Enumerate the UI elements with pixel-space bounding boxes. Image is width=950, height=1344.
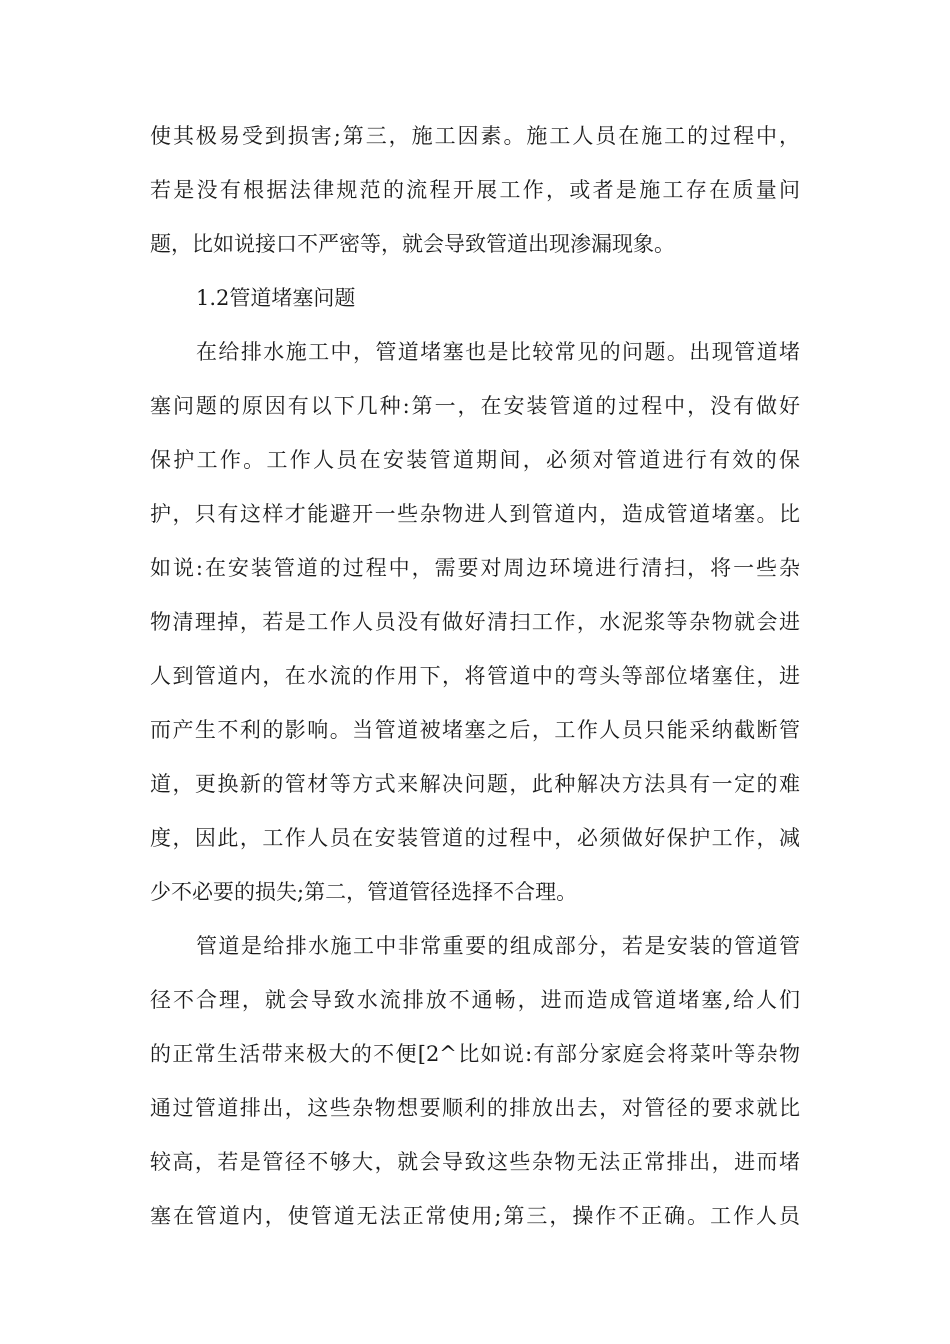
para2-line5: 如说:在安装管道的过程中，需要对周边环境进行清扫，将一些杂 xyxy=(150,556,800,580)
para2-line8: 而产生不利的影响。当管道被堵塞之后，工作人员只能采纳截断管 xyxy=(150,718,800,742)
para1-line2: 若是没有根据法律规范的流程开展工作，或者是施工存在质量问 xyxy=(150,178,800,202)
para3-line2: 径不合理，就会导致水流排放不通畅，进而造成管道堵塞,给人们 xyxy=(150,988,800,1012)
para3-line5: 较高，若是管径不够大，就会导致这些杂物无法正常排出，进而堵 xyxy=(150,1150,800,1174)
para1-line3: 题，比如说接口不严密等，就会导致管道出现渗漏现象。 xyxy=(150,232,675,256)
para2-line6: 物清理掉，若是工作人员没有做好清扫工作，水泥浆等杂物就会进 xyxy=(150,610,800,634)
para3-line6: 塞在管道内，使管道无法正常使用;第三，操作不正确。工作人员 xyxy=(150,1204,800,1228)
para2-line9: 道，更换新的管材等方式来解决问题，此种解决方法具有一定的难 xyxy=(150,772,800,796)
para3-line1: 管道是给排水施工中非常重要的组成部分，若是安装的管道管 xyxy=(196,934,800,958)
para3-line3: 的正常生活带来极大的不便[2^比如说:有部分家庭会将菜叶等杂物 xyxy=(150,1042,800,1066)
para2-line4: 护，只有这样才能避开一些杂物进人到管道内，造成管道堵塞。比 xyxy=(150,502,800,526)
para2-line11: 少不必要的损失;第二，管道管径选择不合理。 xyxy=(150,880,578,904)
para2-line1: 在给排水施工中，管道堵塞也是比较常见的问题。出现管道堵 xyxy=(196,340,800,364)
para3-line4: 通过管道排出，这些杂物想要顺利的排放出去，对管径的要求就比 xyxy=(150,1096,800,1120)
para2-line10: 度，因此，工作人员在安装管道的过程中，必须做好保护工作，减 xyxy=(150,826,800,850)
para2-line3: 保护工作。工作人员在安装管道期间，必须对管道进行有效的保 xyxy=(150,448,800,472)
section-heading: 1.2管道堵塞问题 xyxy=(196,286,356,310)
para1-line1: 使其极易受到损害;第三，施工因素。施工人员在施工的过程中， xyxy=(150,124,800,148)
para2-line2: 塞问题的原因有以下几种:第一，在安装管道的过程中，没有做好 xyxy=(150,394,800,418)
para2-line7: 人到管道内，在水流的作用下，将管道中的弯头等部位堵塞住，进 xyxy=(150,664,800,688)
